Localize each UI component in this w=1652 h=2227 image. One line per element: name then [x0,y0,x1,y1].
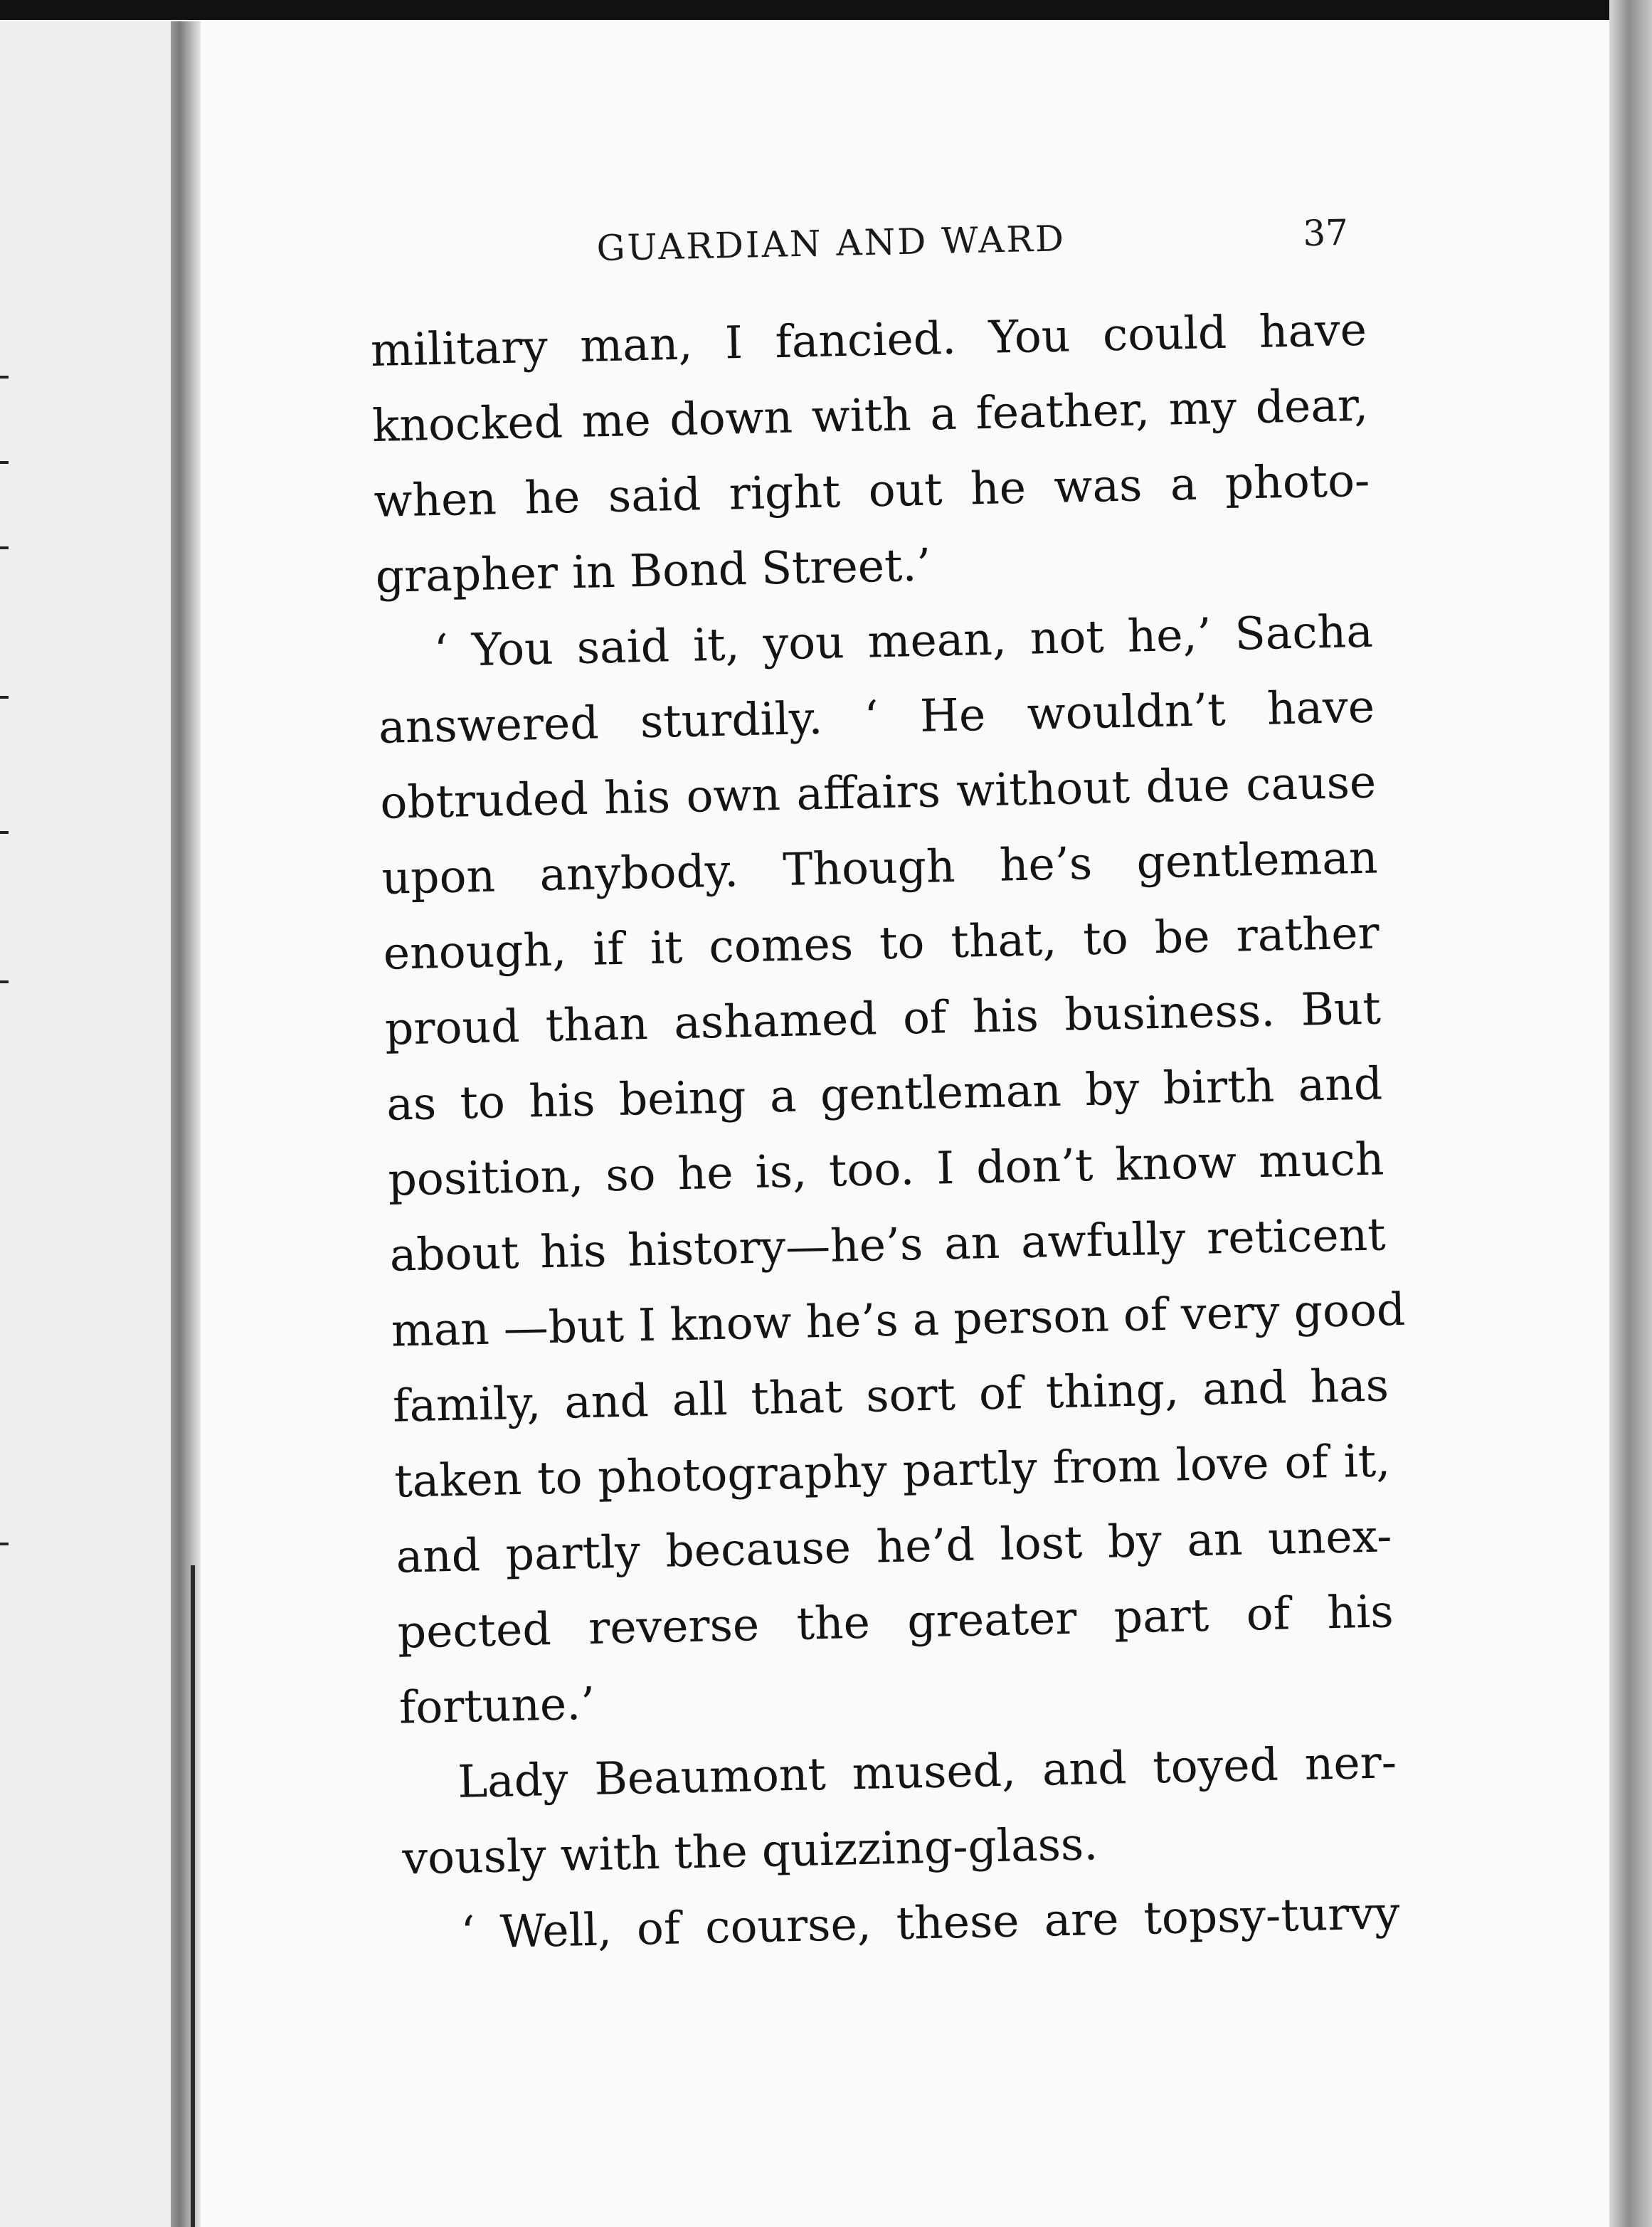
top-edge-shadow [0,0,1652,20]
text-line: Lady Beaumont mused, and toyed ner- [457,1736,1397,1808]
gutter-fold-line [191,1565,195,2227]
page-number: 37 [1302,211,1349,255]
text-line: pected reverse the greater part of his [397,1585,1394,1659]
margin-mark [0,831,9,834]
margin-mark [0,1543,9,1545]
margin-mark [0,376,9,379]
left-facing-page [0,20,181,2227]
book-gutter [171,21,201,2227]
text-line: proud than ashamed of his business. But [384,982,1382,1055]
right-page-edge [1609,0,1652,2227]
margin-mark [0,546,9,549]
text-line: vously with the quizzing-glass. [401,1818,1098,1885]
running-head: GUARDIAN AND WARD [596,218,1066,269]
text-line: knocked me down with a feather, my dear, [371,379,1369,452]
text-line: enough, if it comes to that, to be rather [383,906,1380,980]
text-line: taken to photography partly from love of it, [393,1434,1391,1508]
margin-mark [0,696,9,699]
body-text [370,292,1406,1972]
text-line: position, so he is, too. I don’t know much [387,1133,1384,1206]
text-line: as to his being a gentleman by birth and [386,1057,1383,1131]
text-line: upon anybody. Though he’s gentleman [381,831,1379,904]
text-line: when he said right out he was a photo- [373,454,1370,527]
margin-mark [0,980,9,983]
text-line: ‘ Well, of course, these are topsy-turvy [460,1887,1401,1959]
text-line: and partly because he’d lost by an unex- [395,1510,1393,1583]
text-line: military man, I fancied. You could have [370,303,1367,376]
text-line: about his history—he’s an awfully reticent [388,1208,1387,1281]
margin-mark [0,461,9,464]
text-line: grapher in Bond Street.’ [374,539,932,603]
text-line: answered sturdily. ‘ He wouldn’t have [378,680,1375,753]
text-line: obtruded his own affairs without due cause [379,756,1377,829]
text-line: man —but I know he’s a person of very good [391,1283,1406,1357]
text-line: family, and all that sort of thing, and has [392,1359,1389,1432]
text-line: fortune.’ [398,1677,595,1734]
text-line: ‘ You said it, you mean, not he,’ Sacha [433,605,1374,677]
